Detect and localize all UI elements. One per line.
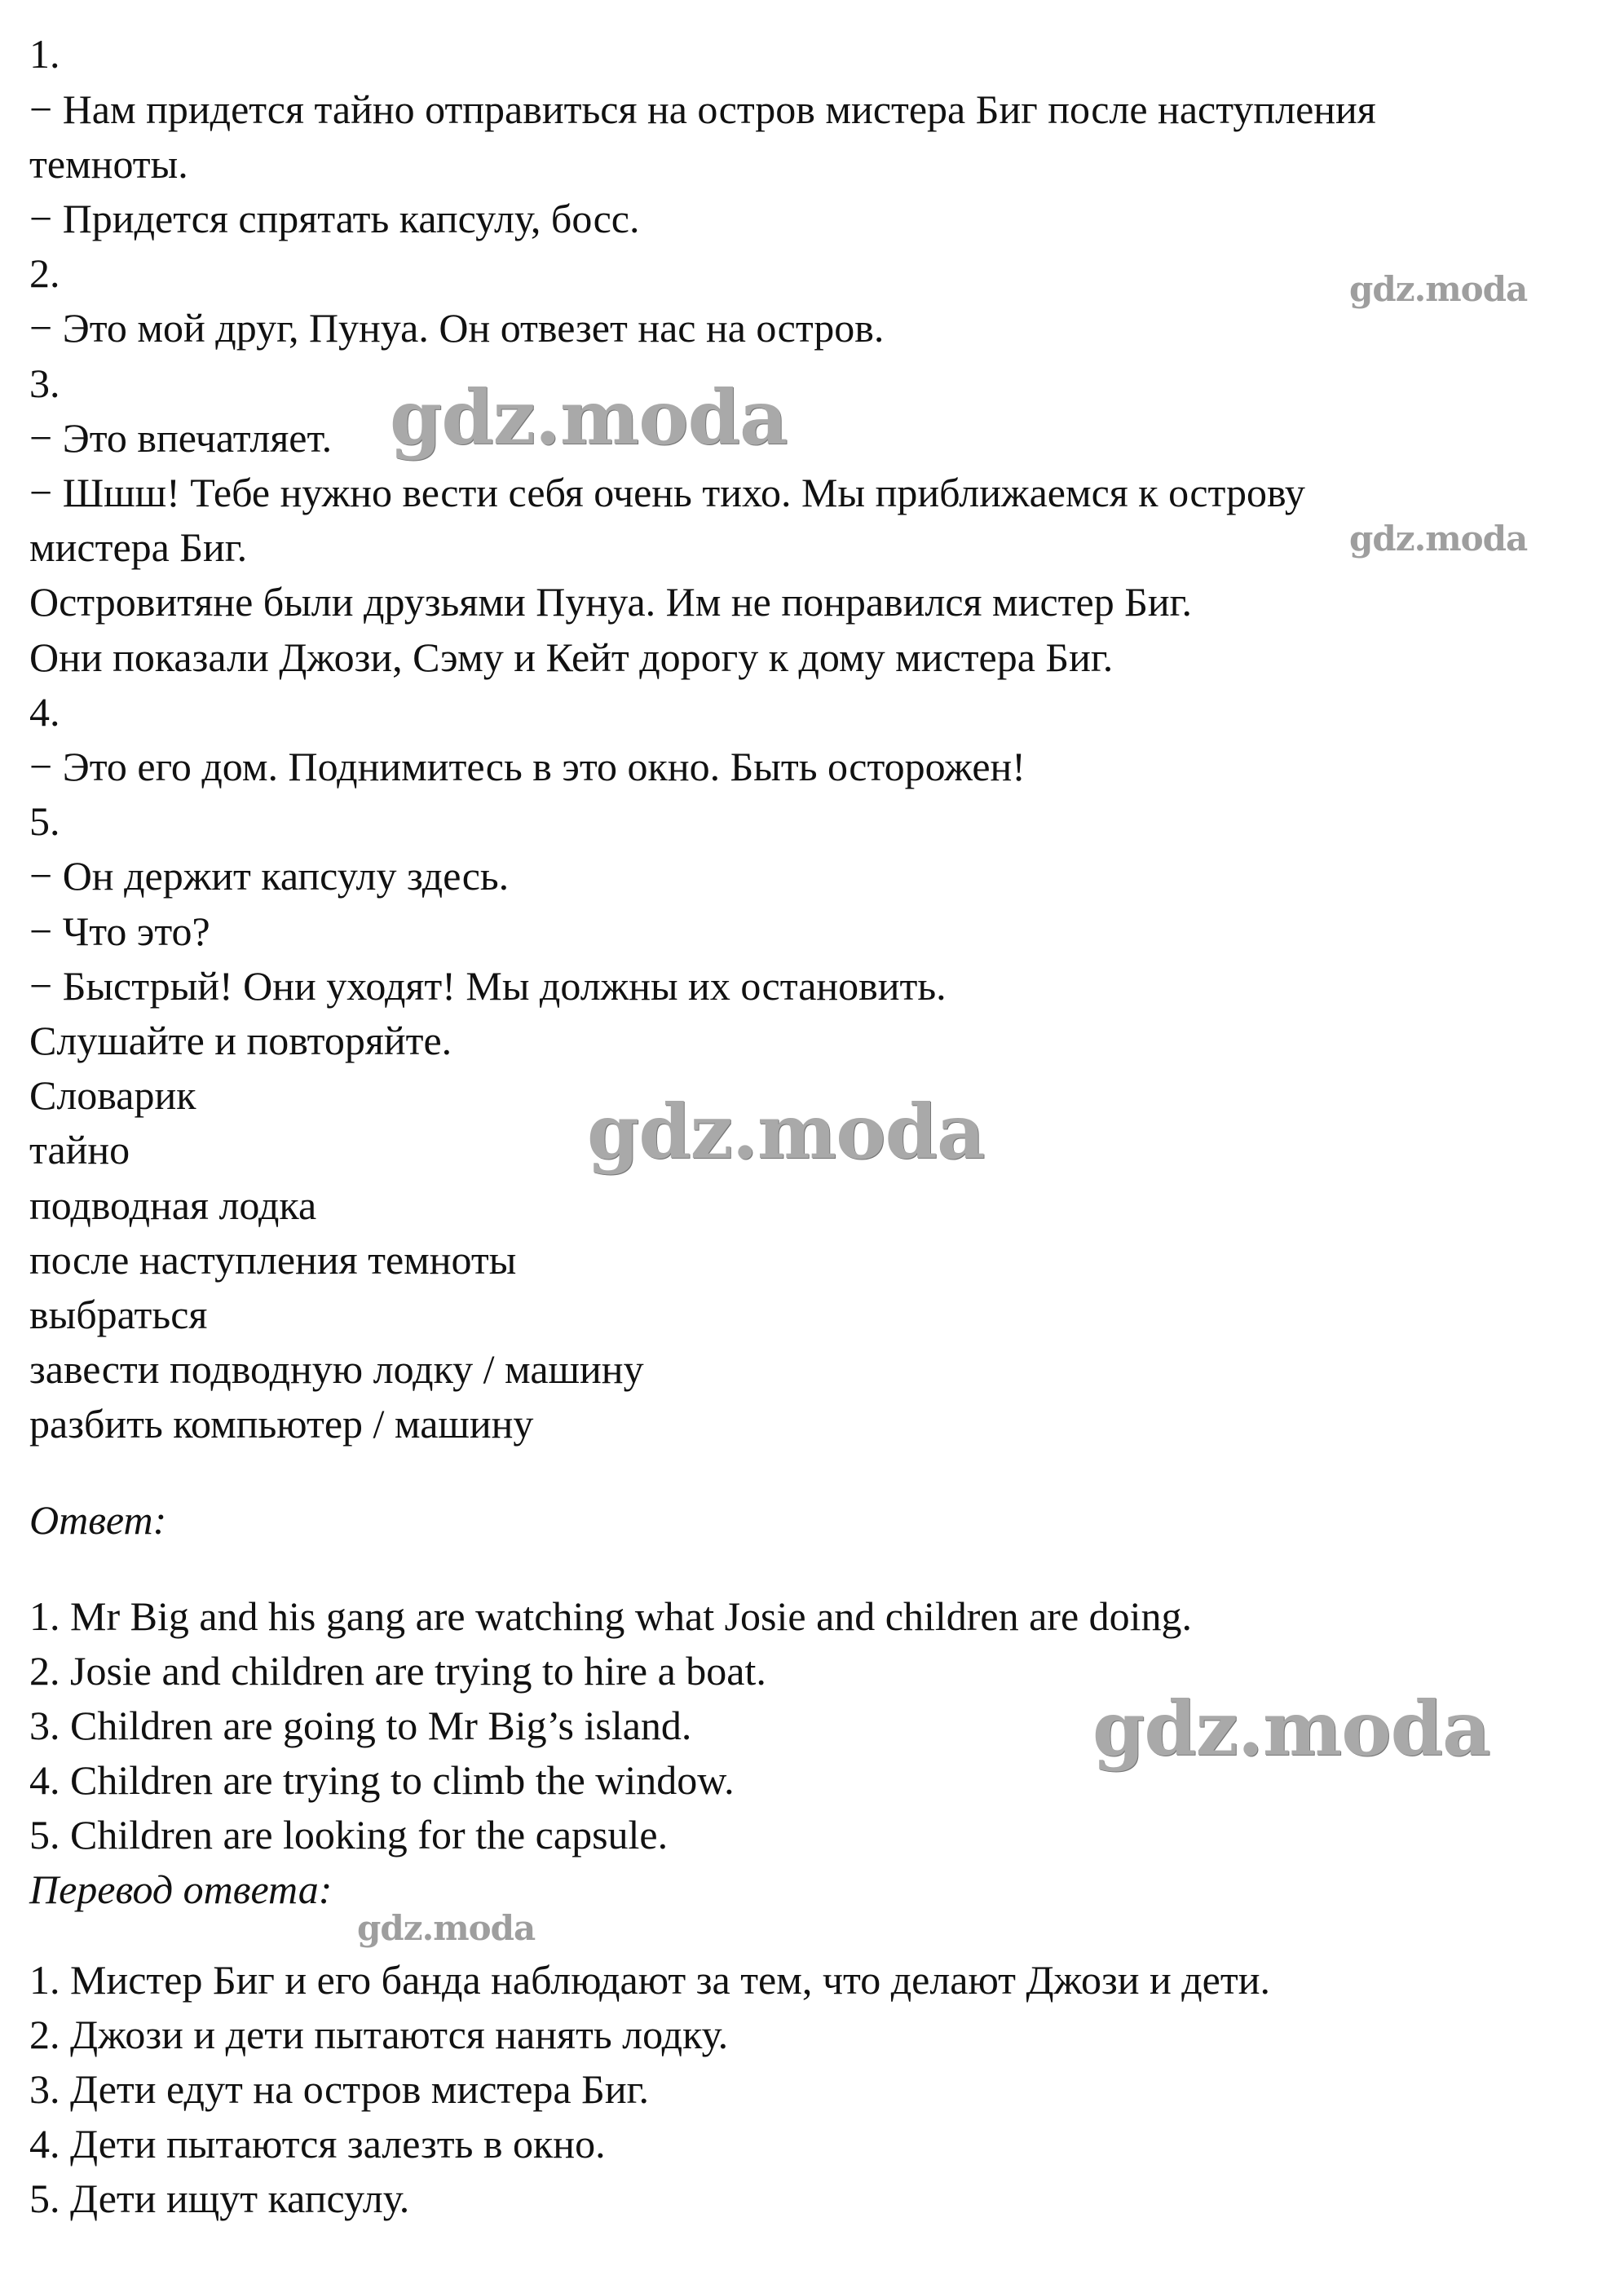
translation-line: 4. Дети пытаются залезть в окно. [29, 2121, 606, 2167]
vocabulary-item: подводная лодка [29, 1182, 317, 1228]
answer-heading: Ответ: [29, 1497, 167, 1543]
text-line: − Быстрый! Они уходят! Мы должны их остановить. [29, 963, 947, 1009]
watermark: gdz.moda [1349, 519, 1528, 559]
text-line: − Он держит капсулу здесь. [29, 853, 510, 899]
text-line: мистера Биг. [29, 524, 248, 570]
vocabulary-item: завести подводную лодку / машину [29, 1346, 644, 1392]
translation-line: 2. Джози и дети пытаются нанять лодку. [29, 2012, 729, 2057]
watermark: gdz.moda [1092, 1685, 1490, 1773]
section-number-2: 2. [29, 250, 60, 296]
watermark: gdz.moda [1349, 269, 1528, 309]
text-line: Островитяне были друзьями Пунуа. Им не понравился мистер Биг. [29, 579, 1193, 625]
answer-line: 4. Children are trying to climb the window. [29, 1757, 735, 1803]
answer-line: 5. Children are looking for the capsule. [29, 1812, 669, 1858]
text-line: − Это его дом. Поднимитесь в это окно. Быть осторожен! [29, 744, 1026, 789]
answer-line: 3. Children are going to Mr Big’s island. [29, 1703, 692, 1748]
vocabulary-heading: Словарик [29, 1072, 196, 1118]
watermark: gdz.moda [390, 373, 788, 462]
vocabulary-item: после наступления темноты [29, 1237, 517, 1283]
section-number-4: 4. [29, 689, 60, 735]
text-line: Слушайте и повторяйте. [29, 1018, 452, 1063]
text-line: Они показали Джози, Сэму и Кейт дорогу к дому мистера Биг. [29, 634, 1114, 680]
answer-line: 1. Mr Big and his gang are watching what Josie and children are doing. [29, 1593, 1193, 1639]
translation-heading: Перевод ответа: [29, 1866, 333, 1912]
translation-line: 1. Мистер Биг и его банда наблюдают за тем, что делают Джози и дети. [29, 1957, 1270, 2003]
text-line: − Шшш! Тебе нужно вести себя очень тихо. Мы приближаемся к острову [29, 470, 1305, 515]
section-number-1: 1. [29, 31, 60, 77]
text-line: − Нам придется тайно отправиться на остров мистера Биг после наступления [29, 86, 1376, 132]
watermark: gdz.moda [587, 1088, 985, 1176]
translation-line: 5. Дети ищут капсулу. [29, 2176, 410, 2221]
text-line: − Это впечатляет. [29, 415, 333, 461]
section-number-5: 5. [29, 798, 60, 844]
vocabulary-item: выбраться [29, 1292, 208, 1337]
text-line: − Придется спрятать капсулу, босс. [29, 196, 640, 241]
answer-line: 2. Josie and children are trying to hire a boat. [29, 1648, 766, 1694]
watermark: gdz.moda [357, 1908, 536, 1948]
translation-line: 3. Дети едут на остров мистера Биг. [29, 2066, 649, 2112]
vocabulary-item: разбить компьютер / машину [29, 1401, 534, 1447]
text-line: − Что это? [29, 908, 210, 954]
vocabulary-item: тайно [29, 1127, 130, 1173]
section-number-3: 3. [29, 360, 60, 406]
text-line: темноты. [29, 141, 188, 187]
text-line: − Это мой друг, Пунуа. Он отвезет нас на остров. [29, 305, 885, 351]
